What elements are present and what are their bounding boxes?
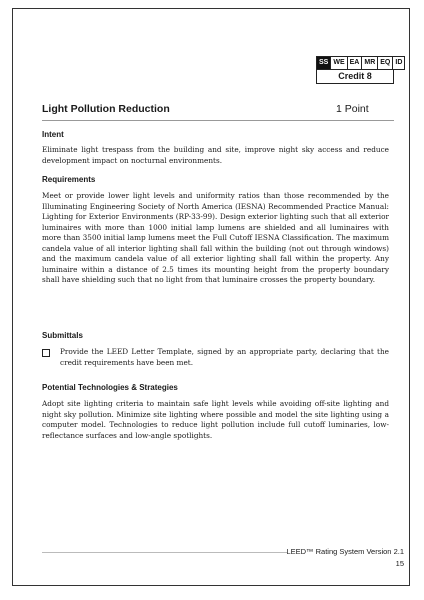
- submittals-heading: Submittals: [42, 331, 83, 340]
- requirements-heading: Requirements: [42, 175, 96, 184]
- requirements-text: Meet or provide lower light levels and uniformity ratios than those recommended by the Illuminating Engineering Society of North America (IESNA) Recommended Practice Manual: Lighting for Exterior Environments (RP-33-99). Design exterior lighting such that all exterior luminaires with more than 1000 initial lamp lumens are shielded and all luminaires with more than 3500 initial lamp lumens meet the Full Cutoff IESNA Classification. The maximum candela value of all interior lighting shall fall within the building (not out through windows) and the maximum candela value of all exterior lighting shall fall within the property. Any luminaire within a distance of 2.5 times its mounting height from the property boundary shall have shielding such that no light from that luminaire crosses the property boundary.: [42, 191, 389, 284]
- credit-title: Light Pollution Reduction: [42, 103, 170, 115]
- submittal-text: Provide the LEED Letter Template, signed by an appropriate party, declaring that the credit requirements have been met.: [60, 347, 389, 367]
- footer-text: LEED™ Rating System Version 2.1: [286, 547, 404, 556]
- tab-mr: MR: [361, 57, 377, 69]
- submittal-item: [42, 347, 389, 368]
- page-frame: [12, 8, 410, 586]
- tab-ss: SS: [317, 57, 330, 69]
- category-tabs: [316, 56, 405, 70]
- page-number: 15: [395, 559, 404, 568]
- tab-we: WE: [330, 57, 346, 69]
- strategies-text: Adopt site lighting criteria to maintain safe light levels while avoiding off-site lighting and night sky pollution. Minimize site lighting where possible and model the site lighting using a computer model. Technologies to reduce light pollution include full cutoff luminaries, low-reflectance surfaces and low-angle spotlights.: [42, 399, 389, 440]
- footer-divider: [42, 552, 287, 553]
- checkbox-icon: [42, 349, 50, 357]
- credit-label: Credit 8: [316, 69, 394, 84]
- tab-eq: EQ: [377, 57, 392, 69]
- intent-text: Eliminate light trespass from the building and site, improve night sky access and reduce development impact on nocturnal environments.: [42, 145, 389, 165]
- tab-id: ID: [392, 57, 404, 69]
- credit-points: 1 Point: [336, 103, 369, 115]
- strategies-heading: Potential Technologies & Strategies: [42, 383, 178, 392]
- tab-ea: EA: [347, 57, 362, 69]
- title-divider: [42, 120, 394, 121]
- intent-heading: Intent: [42, 130, 64, 139]
